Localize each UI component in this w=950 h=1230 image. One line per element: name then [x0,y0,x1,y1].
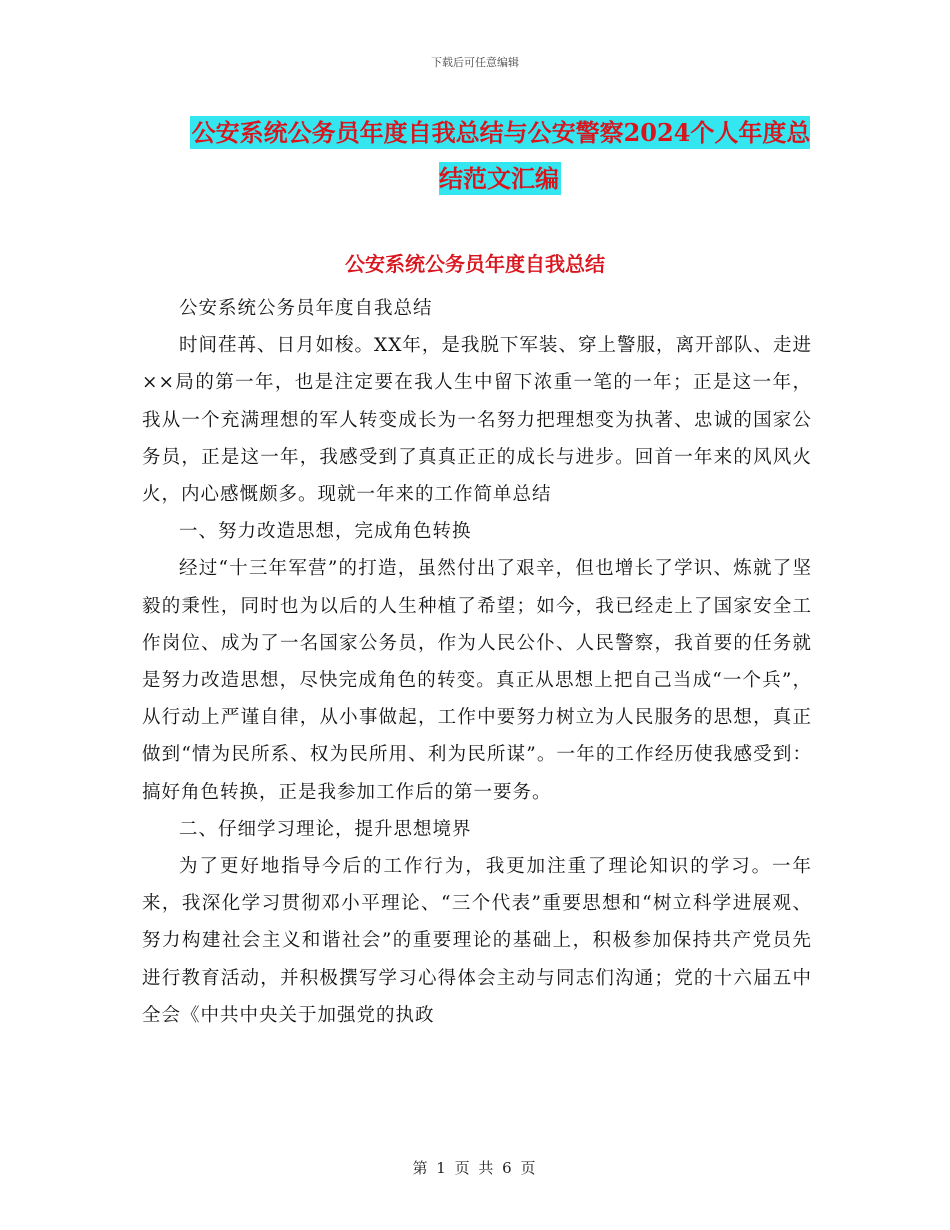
paragraph: 公安系统公务员年度自我总结 [179,298,433,319]
paragraph: 时间荏苒、日月如梭。XX年，是我脱下军装、穿上警服，离开部队、走进××局的第一年，也是注定要在我人生中留下浓重一笔的一年；正是这一年，我从一个充满理想的军人转变成长为一名努力把理想变为执著、忠诚的国家公务员，正是这一年，我感受到了真真正正的成长与进步。回首一年来的风风火火，内心感慨颇多。现就一年来的工作简单总结 [142,335,812,506]
header-note: 下载后可任意编辑 [431,56,519,69]
document-title [180,110,820,202]
page-footer: 第 1 页 共 6 页 [412,1159,538,1177]
paragraph: 为了更好地指导今后的工作行为，我更加注重了理论知识的学习。一年来，我深化学习贯彻邓小平理论、“三个代表”重要思想和“树立科学进展观、努力构建社会主义和谐社会”的重要理论的基础上，积极参加保持共产党员先进行教育活动，并积极撰写学习心得体会主动与同志们沟通；党的十六届五中全会《中共中央关于加强党的执政 [142,856,812,1026]
section-title: 公安系统公务员年度自我总结 [345,252,605,276]
paragraph: 一、努力改造思想，完成角色转换 [179,521,472,543]
document-title-text: 公安系统公务员年度自我总结与公安警察2024个人年度总结范文汇编 [191,118,811,193]
paragraph: 二、仔细学习理论，提升思想境界 [179,818,472,840]
body-text [142,290,812,1034]
paragraph: 经过“十三年军营”的打造，虽然付出了艰辛，但也增长了学识、炼就了坚毅的秉性，同时也为以后的人生种植了希望；如今，我已经走上了国家安全工作岗位、成为了一名国家公务员，作为人民公仆、人民警察，我首要的任务就是努力改造思想，尽快完成角色的转变。真正从思想上把自己当成“一个兵”，从行动上严谨自律，从小事做起，工作中要努力树立为人民服务的思想，真正做到“情为民所系、权为民所用、利为民所谋”。一年的工作经历使我感受到：搞好角色转换，正是我参加工作后的第一要务。 [142,558,812,803]
